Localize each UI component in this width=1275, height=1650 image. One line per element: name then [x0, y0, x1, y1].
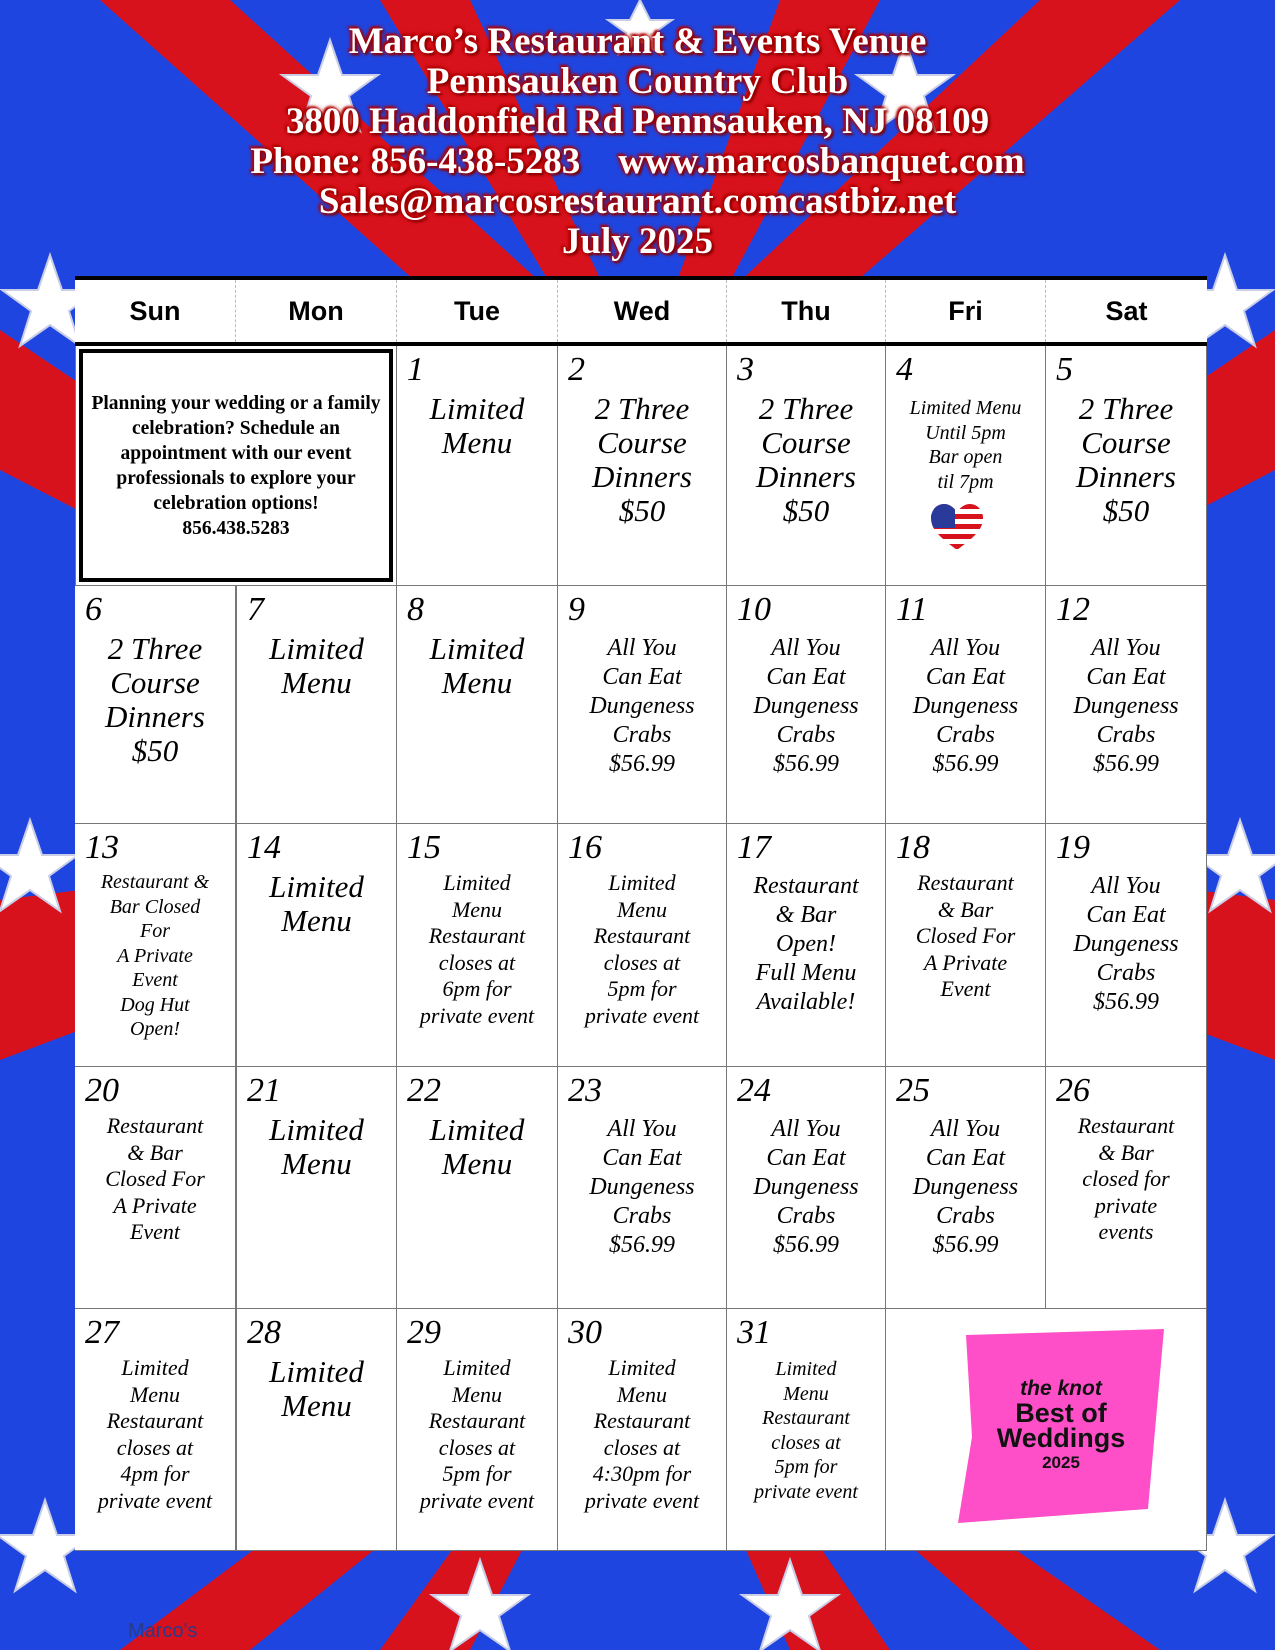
weekday-tue: Tue [397, 280, 558, 342]
day-cell-26[interactable] [1046, 1067, 1207, 1309]
day-event: Restaurant & Bar Closed For A Private Event Dog Hut Open! [100, 871, 210, 1040]
day-event: All You Can Eat Dungeness Crabs $56.99 [753, 1116, 859, 1258]
badge-title: Best of Weddings [996, 1398, 1126, 1453]
day-number: 13 [85, 829, 119, 866]
day-cell-25[interactable] [886, 1067, 1046, 1309]
day-number: 9 [568, 591, 585, 628]
footer-label: Marco's [128, 1620, 198, 1642]
day-event: Limited Menu [269, 869, 364, 938]
day-number: 26 [1056, 1072, 1090, 1109]
day-cell-28[interactable] [236, 1309, 397, 1551]
day-cell-22[interactable] [397, 1067, 558, 1309]
calendar [75, 276, 1207, 1551]
day-number: 31 [737, 1314, 771, 1351]
day-cell-5[interactable] [1046, 346, 1207, 586]
day-event: All You Can Eat Dungeness Crabs $56.99 [589, 1116, 695, 1258]
day-event: All You Can Eat Dungeness Crabs $56.99 [912, 1116, 1019, 1258]
day-event: All You Can Eat Dungeness Crabs $56.99 [753, 635, 859, 777]
award-cell [886, 1309, 1207, 1551]
day-number: 14 [247, 829, 281, 866]
day-number: 25 [896, 1072, 930, 1109]
day-cell-1[interactable] [397, 346, 558, 586]
day-number: 24 [737, 1072, 771, 1109]
day-number: 17 [737, 829, 771, 866]
day-cell-15[interactable] [397, 824, 558, 1067]
day-number: 10 [737, 591, 771, 628]
day-cell-27[interactable] [75, 1309, 236, 1551]
day-cell-23[interactable] [558, 1067, 727, 1309]
promo-phone[interactable]: 856.438.5283 [182, 517, 290, 539]
day-number: 29 [407, 1314, 441, 1351]
day-event: 2 Three Course Dinners $50 [592, 391, 692, 528]
day-event: All You Can Eat Dungeness Crabs $56.99 [912, 635, 1019, 777]
day-cell-16[interactable] [558, 824, 727, 1067]
day-event: 2 Three Course Dinners $50 [1076, 391, 1176, 528]
weekday-mon: Mon [236, 280, 397, 342]
badge-year: 2025 [1042, 1453, 1080, 1472]
day-event: Limited Menu Restaurant closes at 4pm for private event [97, 1355, 213, 1513]
email-link[interactable]: Sales@marcosrestaurant.comcastbiz.net [318, 181, 957, 222]
day-number: 19 [1056, 829, 1090, 866]
day-event: 2 Three Course Dinners $50 [105, 631, 205, 768]
website-link[interactable]: www.marcosbanquet.com [618, 141, 1025, 182]
weekday-wed: Wed [558, 280, 727, 342]
weekday-fri: Fri [886, 280, 1046, 342]
day-event: Limited Menu [269, 631, 364, 700]
day-cell-31[interactable] [727, 1309, 886, 1551]
weekday-header [75, 276, 1207, 346]
day-cell-2[interactable] [558, 346, 727, 586]
day-number: 27 [85, 1314, 119, 1351]
promo-box [79, 349, 393, 582]
day-event: Limited Menu Restaurant closes at 5pm for private event [419, 1355, 535, 1513]
day-number: 11 [896, 591, 928, 628]
day-cell-10[interactable] [727, 586, 886, 824]
day-event: Limited Menu [269, 1354, 364, 1423]
venue-club: Pennsauken Country Club [426, 61, 849, 102]
badge-brand: the knot [1020, 1377, 1102, 1400]
day-cell-12[interactable] [1046, 586, 1207, 824]
day-number: 23 [568, 1072, 602, 1109]
day-number: 18 [896, 829, 930, 866]
day-cell-17[interactable] [727, 824, 886, 1067]
day-cell-30[interactable] [558, 1309, 727, 1551]
day-event: Restaurant & Bar Closed For A Private Event [105, 1113, 205, 1244]
day-number: 8 [407, 591, 424, 628]
day-event: Limited Menu [429, 631, 525, 700]
weekday-sun: Sun [75, 280, 236, 342]
day-cell-18[interactable] [886, 824, 1046, 1067]
day-number: 2 [568, 351, 585, 388]
day-cell-4[interactable] [886, 346, 1046, 586]
venue-header [0, 22, 1275, 262]
day-number: 5 [1056, 351, 1073, 388]
day-number: 21 [247, 1072, 281, 1109]
day-event: Restaurant & Bar Closed For A Private Event [915, 870, 1016, 1001]
day-cell-8[interactable] [397, 586, 558, 824]
month-title: July 2025 [561, 221, 714, 262]
day-event: Limited Menu [269, 1112, 364, 1181]
day-number: 12 [1056, 591, 1090, 628]
weekday-sat: Sat [1105, 295, 1148, 326]
day-event: Limited Menu Restaurant closes at 5pm for private event [754, 1358, 858, 1503]
promo-cell [75, 346, 397, 586]
day-cell-19[interactable] [1046, 824, 1207, 1067]
day-event: Limited Menu Restaurant closes at 4:30pm for private event [584, 1355, 700, 1513]
day-cell-7[interactable] [236, 586, 397, 824]
day-number: 7 [247, 591, 264, 628]
badge-label [952, 1377, 1170, 1475]
day-cell-11[interactable] [886, 586, 1046, 824]
day-event: 2 Three Course Dinners $50 [756, 391, 856, 528]
weekday-thu: Thu [727, 280, 886, 342]
day-cell-20[interactable] [75, 1067, 236, 1309]
day-event: All You Can Eat Dungeness Crabs $56.99 [1073, 873, 1179, 1015]
day-number: 30 [568, 1314, 602, 1351]
day-number: 16 [568, 829, 602, 866]
day-cell-13[interactable] [75, 824, 236, 1067]
day-cell-9[interactable] [558, 586, 727, 824]
contact-line [0, 142, 1275, 182]
day-cell-6[interactable] [75, 586, 236, 824]
calendar-grid [75, 346, 1207, 1551]
day-event: Limited Menu [429, 391, 525, 460]
flag-heart-icon [931, 504, 983, 552]
promo-text: Planning your wedding or a family celebration? Schedule an appointment with our event professionals to explore your celebration options! [91, 392, 381, 514]
venue-name: Marco’s Restaurant & Events Venue [348, 21, 927, 62]
day-cell-14[interactable] [236, 824, 397, 1067]
day-event: Limited Menu Restaurant closes at 5pm for private event [584, 870, 700, 1028]
day-event: Limited Menu Restaurant closes at 6pm for private event [419, 870, 535, 1028]
day-number: 3 [737, 351, 754, 388]
day-cell-3[interactable] [727, 346, 886, 586]
day-number: 1 [407, 351, 424, 388]
venue-address: 3800 Haddonfield Rd Pennsauken, NJ 08109 [285, 101, 990, 142]
day-event: Restaurant & Bar Open! Full Menu Available! [753, 873, 859, 1015]
phone-number[interactable]: Phone: 856-438-5283 [250, 141, 581, 182]
day-event: Limited Menu Until 5pm Bar open til 7pm [909, 397, 1022, 493]
day-event: All You Can Eat Dungeness Crabs $56.99 [589, 635, 695, 777]
day-number: 20 [85, 1072, 119, 1109]
day-event: Restaurant & Bar closed for private events [1077, 1113, 1175, 1244]
day-number: 6 [85, 591, 102, 628]
day-cell-21[interactable] [236, 1067, 397, 1309]
day-cell-24[interactable] [727, 1067, 886, 1309]
day-number: 15 [407, 829, 441, 866]
day-number: 22 [407, 1072, 441, 1109]
day-number: 28 [247, 1314, 281, 1351]
day-cell-29[interactable] [397, 1309, 558, 1551]
day-event: All You Can Eat Dungeness Crabs $56.99 [1073, 635, 1179, 777]
day-number: 4 [896, 351, 913, 388]
day-event: Limited Menu [429, 1112, 525, 1181]
